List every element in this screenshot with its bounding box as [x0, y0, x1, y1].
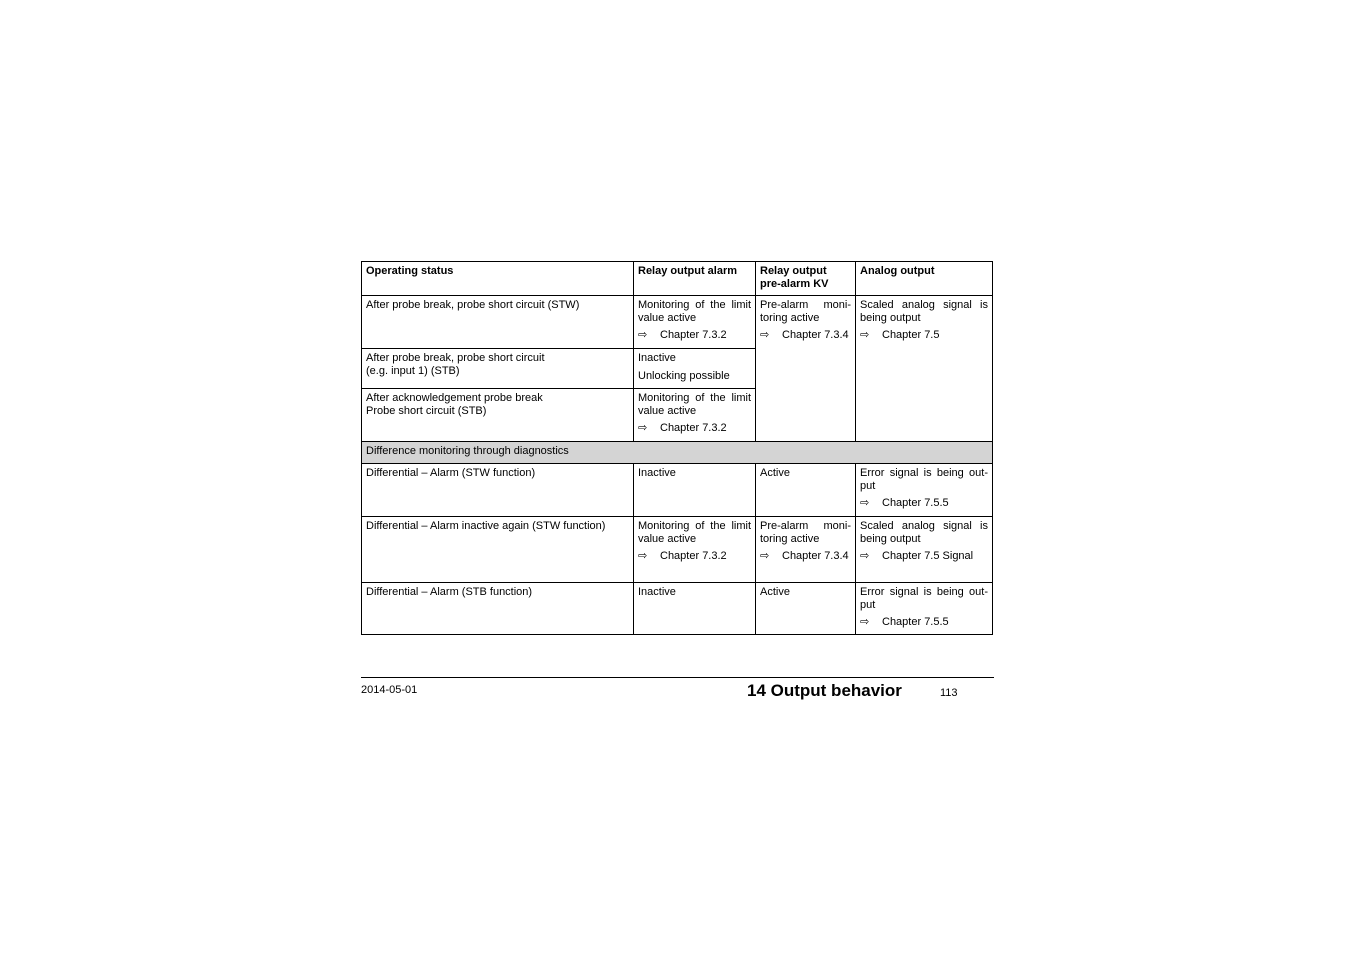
- section-row: [362, 442, 993, 464]
- alarm-text: Unlocking possible: [638, 369, 730, 382]
- prealarm-cell: [756, 517, 856, 583]
- arrow-right-icon: ⇨: [860, 550, 870, 562]
- chapter-reference: [638, 550, 751, 563]
- section-label: Difference monitoring through diagnostics: [362, 442, 993, 464]
- footer-date: 2014-05-01: [361, 684, 418, 696]
- header-relay-output-prealarm-line2: pre-alarm KV: [760, 277, 829, 290]
- header-relay-output-alarm: Relay output alarm: [634, 262, 756, 296]
- arrow-right-icon: ⇨: [760, 550, 770, 562]
- chapter-reference: [860, 550, 988, 563]
- chapter-ref-text: Chapter 7.5: [882, 329, 940, 341]
- footer-chapter-title: 14 Output behavior: [747, 681, 902, 700]
- analog-text: Error signal is being out-put: [860, 586, 988, 611]
- footer-divider: [361, 677, 994, 678]
- status-cell: [362, 389, 634, 442]
- chapter-reference: [860, 329, 988, 342]
- chapter-ref-text: Chapter 7.5.5: [882, 497, 949, 509]
- analog-cell: [856, 296, 993, 442]
- chapter-ref-text: Chapter 7.3.2: [660, 329, 727, 341]
- chapter-reference: [860, 616, 988, 629]
- table-row: [362, 464, 993, 517]
- analog-text: Scaled analog signal is being output: [860, 299, 988, 324]
- alarm-text: Monitoring of the limit value active: [638, 299, 751, 324]
- chapter-reference: [638, 329, 751, 342]
- analog-text: Scaled analog signal is being output: [860, 520, 988, 545]
- table-row: [362, 583, 993, 635]
- status-cell: Differential – Alarm (STB function): [362, 583, 634, 635]
- analog-cell: [856, 517, 993, 583]
- alarm-text: Monitoring of the limit value active: [638, 520, 751, 545]
- status-cell: Differential – Alarm (STW function): [362, 464, 634, 517]
- alarm-cell: [634, 296, 756, 349]
- prealarm-cell: Active: [756, 583, 856, 635]
- arrow-right-icon: ⇨: [860, 329, 870, 341]
- status-line: After probe break, probe short circuit: [366, 352, 545, 364]
- chapter-ref-text: Chapter 7.3.2: [660, 550, 727, 562]
- arrow-right-icon: ⇨: [860, 616, 870, 628]
- chapter-ref-text: Chapter 7.5.5: [882, 616, 949, 628]
- chapter-reference: [638, 422, 751, 435]
- alarm-cell: Inactive: [634, 464, 756, 517]
- alarm-cell: [634, 517, 756, 583]
- arrow-right-icon: ⇨: [638, 422, 648, 434]
- status-line: Probe short circuit (STB): [366, 404, 487, 417]
- alarm-text: Monitoring of the limit value active: [638, 392, 751, 417]
- chapter-ref-text: Chapter 7.3.2: [660, 422, 727, 434]
- prealarm-text: Pre-alarm moni-toring active: [760, 299, 851, 324]
- footer-page-number: 113: [940, 687, 958, 699]
- status-cell: After probe break, probe short circuit (STW): [362, 296, 634, 349]
- analog-cell: [856, 464, 993, 517]
- arrow-right-icon: ⇨: [638, 550, 648, 562]
- chapter-reference: [760, 550, 851, 563]
- header-relay-output-prealarm-line1: Relay output: [760, 265, 827, 277]
- arrow-right-icon: ⇨: [760, 329, 770, 341]
- table-row: [362, 517, 993, 583]
- alarm-cell: [634, 389, 756, 442]
- chapter-ref-text: Chapter 7.3.4: [782, 550, 849, 562]
- status-line: After acknowledgement probe break: [366, 392, 543, 404]
- alarm-text: Inactive: [638, 352, 676, 364]
- analog-cell: [856, 583, 993, 635]
- output-behavior-table: [361, 261, 993, 635]
- status-cell: Differential – Alarm inactive again (STW function): [362, 517, 634, 583]
- arrow-right-icon: ⇨: [860, 497, 870, 509]
- status-line: (e.g. input 1) (STB): [366, 364, 460, 377]
- table-row: [362, 296, 993, 349]
- chapter-reference: [860, 497, 988, 510]
- arrow-right-icon: ⇨: [638, 329, 648, 341]
- analog-text: Error signal is being out-put: [860, 467, 988, 492]
- header-analog-output: Analog output: [856, 262, 993, 296]
- chapter-ref-text: Chapter 7.5 Signal: [882, 550, 974, 562]
- prealarm-cell: [756, 296, 856, 442]
- status-cell: [362, 349, 634, 389]
- prealarm-cell: Active: [756, 464, 856, 517]
- alarm-cell: [634, 349, 756, 389]
- table-header-row: [362, 262, 993, 296]
- chapter-ref-text: Chapter 7.3.4: [782, 329, 849, 341]
- prealarm-text: Pre-alarm moni-toring active: [760, 520, 851, 545]
- alarm-cell: Inactive: [634, 583, 756, 635]
- chapter-reference: [760, 329, 851, 342]
- header-operating-status: Operating status: [362, 262, 634, 296]
- header-relay-output-prealarm: [756, 262, 856, 296]
